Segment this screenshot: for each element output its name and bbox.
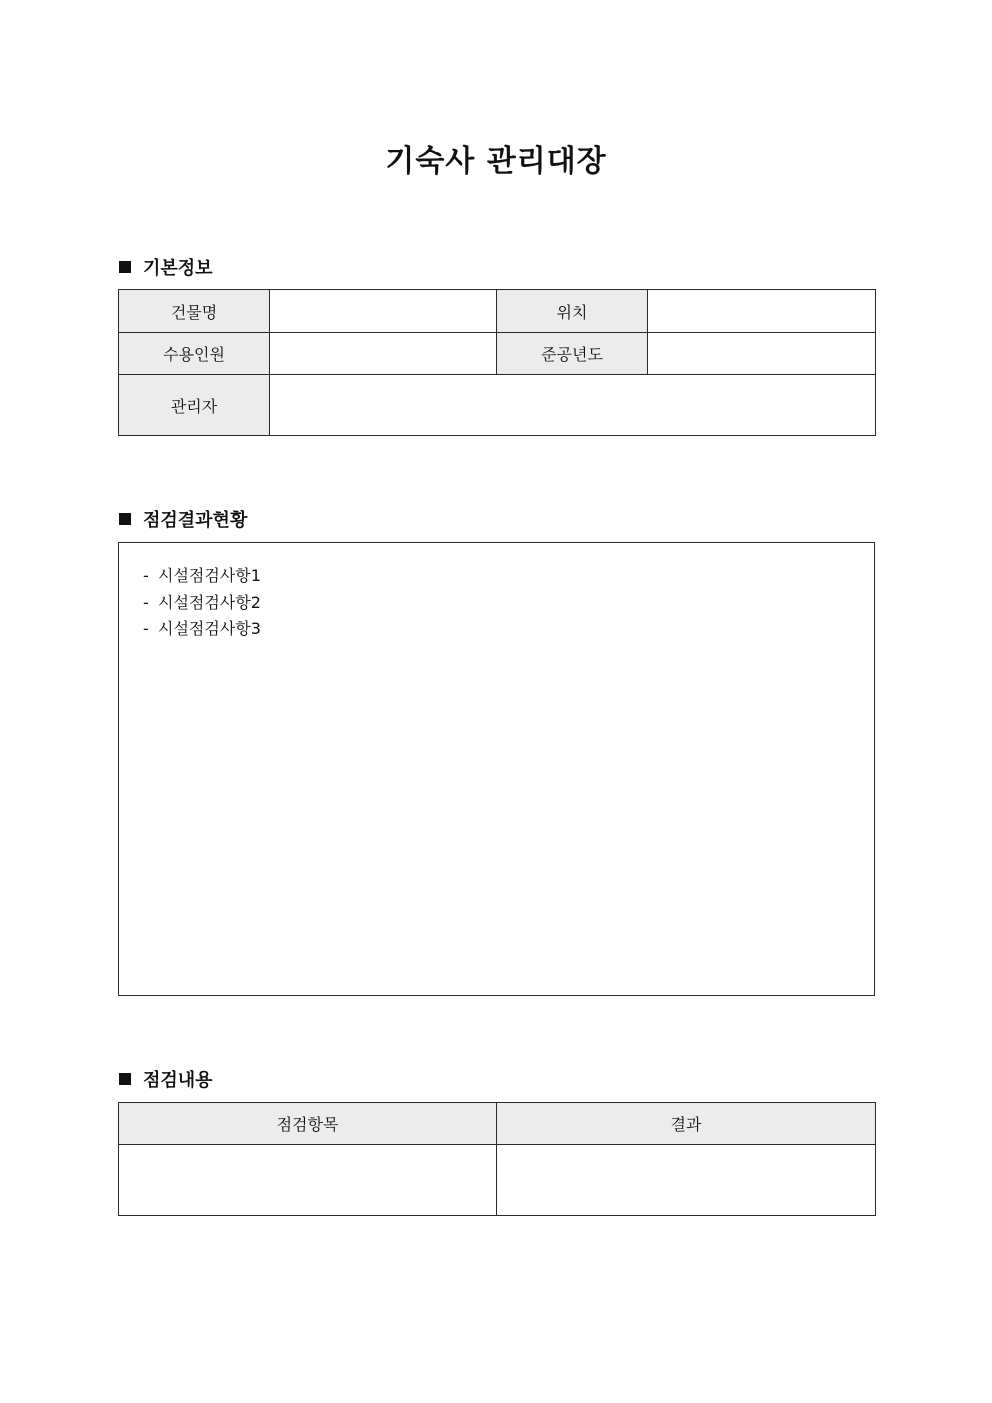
label-completion-year: 준공년도 [497,333,648,375]
inspection-item-field[interactable] [119,1145,497,1216]
table-row [119,1145,876,1216]
square-bullet-icon [119,261,131,273]
section-heading-label: 점검결과현황 [143,510,248,531]
section-heading-basic-info [119,254,213,280]
section-heading-label: 점검내용 [143,1070,213,1091]
capacity-field[interactable] [270,333,497,375]
square-bullet-icon [119,513,131,525]
table-row [119,333,876,375]
list-item-text: 시설점검사항2 [158,592,261,612]
completion-year-field[interactable] [648,333,876,375]
label-manager: 관리자 [119,375,270,436]
result-field[interactable] [497,1145,876,1216]
building-name-field[interactable] [270,290,497,333]
section-heading-inspection-details [119,1066,213,1092]
list-item-text: 시설점검사항3 [158,619,261,638]
table-row [119,290,876,333]
manager-field[interactable] [270,375,876,436]
table-header-row [119,1103,876,1145]
section-heading-inspection-results [119,506,247,532]
label-capacity: 수용인원 [119,333,270,375]
label-location: 위치 [497,290,648,333]
list-item-text: 시설점검사항1 [158,566,261,585]
square-bullet-icon [119,1073,131,1085]
page-title: 기숙사 관리대장 [385,144,607,179]
table-row [119,375,876,436]
label-building-name: 건물명 [119,290,270,333]
location-field[interactable] [648,290,876,333]
inspection-results-box[interactable] [118,542,875,996]
section-heading-label: 기본정보 [143,258,213,279]
list-item: - 시설점검사항2 [143,592,261,612]
basic-info-table [118,289,876,436]
inspection-results-list [119,543,874,643]
list-item: - 시설점검사항1 [143,566,261,585]
list-item: - 시설점검사항3 [143,619,261,638]
column-header-inspection-item: 점검항목 [119,1103,497,1145]
inspection-details-table [118,1102,876,1216]
column-header-result: 결과 [497,1103,876,1145]
